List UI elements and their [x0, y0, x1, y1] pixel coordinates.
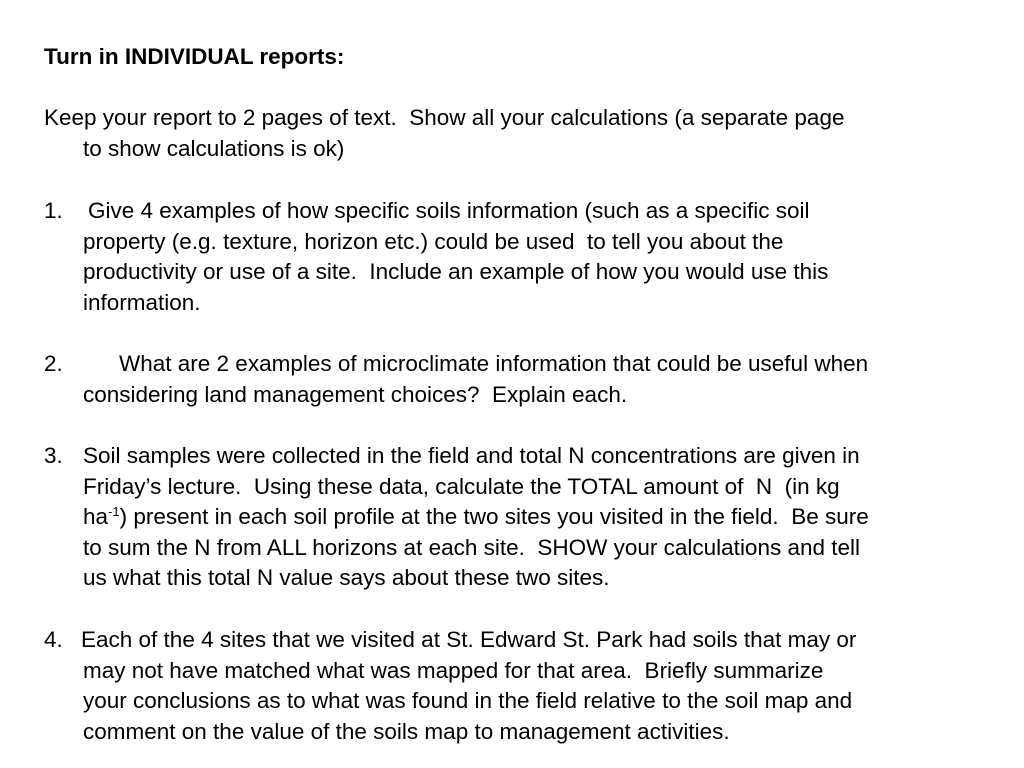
question-3-line-1	[44, 441, 1024, 472]
question-3-line-4: to sum the N from ALL horizons at each site. SHOW your calculations and tell	[83, 534, 861, 560]
question-4	[44, 625, 1024, 747]
question-4-line-2: may not have matched what was mapped for that area. Briefly summarize	[83, 657, 824, 683]
question-3-line-3-post: ) present in each soil profile at the two sites you visited in the field. Be sure	[119, 504, 869, 530]
question-1	[44, 196, 1024, 318]
question-1-line-2: property (e.g. texture, horizon etc.) could be used to tell you about the	[83, 228, 784, 254]
question-3-line-5: us what this total N value says about these two sites.	[83, 565, 610, 591]
question-3-superscript: -1	[108, 504, 120, 520]
question-4-number: 4.	[44, 627, 63, 652]
question-2-line-1	[44, 349, 1024, 380]
page-heading: Turn in INDIVIDUAL reports:	[44, 44, 345, 69]
question-3-line-3-pre: ha	[83, 504, 109, 530]
question-1-line-4: information.	[83, 289, 201, 315]
intro-paragraph	[44, 103, 1024, 164]
question-2-line-1-text: What are 2 examples of microclimate information that could be useful when	[119, 351, 869, 376]
intro-line-1: Keep your report to 2 pages of text. Show all your calculations (a separate page	[44, 105, 845, 130]
question-4-line-3: your conclusions as to what was found in the field relative to the soil map and	[83, 688, 853, 714]
question-1-line-1	[44, 196, 1024, 227]
question-1-line-1-text: Give 4 examples of how specific soils information (such as a specific soil	[88, 198, 810, 223]
intro-line-2: to show calculations is ok)	[83, 135, 345, 161]
question-4-line-1	[44, 625, 1024, 656]
question-3-line-3	[83, 502, 1024, 533]
question-3	[44, 441, 1024, 594]
question-2-number: 2.	[44, 351, 63, 376]
question-2-line-2: considering land management choices? Explain each.	[83, 381, 628, 407]
question-3-line-1-text: Soil samples were collected in the field and total N concentrations are given in	[83, 443, 860, 468]
question-1-line-3: productivity or use of a site. Include an example of how you would use this	[83, 259, 829, 285]
question-4-line-4: comment on the value of the soils map to management activities.	[83, 718, 730, 744]
question-3-line-2: Friday’s lecture. Using these data, calculate the TOTAL amount of N (in kg	[83, 473, 840, 499]
question-4-line-1-text: Each of the 4 sites that we visited at St. Edward St. Park had soils that may or	[81, 627, 857, 652]
question-2	[44, 349, 1024, 410]
question-3-number: 3.	[44, 443, 63, 468]
question-1-number: 1.	[44, 198, 63, 223]
